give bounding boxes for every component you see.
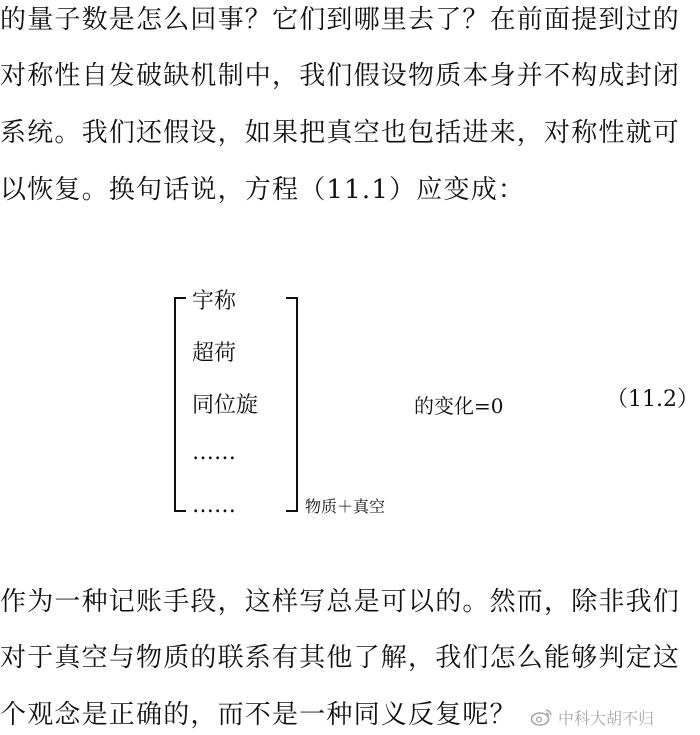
paragraph-line: 系统。我们还假设，如果把真空也包括进来，对称性就可 — [0, 118, 681, 148]
paragraph-line: 的量子数是怎么回事？它们到哪里去了？在前面提到过的 — [0, 5, 681, 35]
equation-item-isospin: 同位旋 — [192, 393, 259, 418]
watermark — [530, 704, 654, 730]
equation-item-ellipsis: …… — [192, 493, 236, 518]
watermark-text: 中科大胡不归 — [558, 708, 655, 728]
weibo-icon — [530, 707, 554, 727]
right-bracket — [286, 297, 298, 512]
paragraph-line: 作为一种记账手段，这样写总是可以的。然而，除非我们 — [0, 587, 681, 617]
equation-item-parity: 宇称 — [192, 289, 237, 314]
equation-number: （11.2） — [606, 387, 699, 412]
equation-label: 的变化=0 — [414, 394, 504, 418]
paragraph-line: 以恢复。换句话说，方程（11.1）应变成： — [0, 175, 526, 205]
equation-subscript: 物质＋真空 — [305, 497, 386, 516]
paragraph-line: 对于真空与物质的联系有其他了解，我们怎么能够判定这 — [0, 643, 681, 673]
paragraph-line: 个观念是正确的，而不是一种同义反复呢？ — [0, 700, 517, 730]
equation-item-ellipsis: …… — [192, 440, 236, 465]
equation-item-hypercharge: 超荷 — [192, 341, 237, 366]
paragraph-line: 对称性自发破缺机制中，我们假设物质本身并不构成封闭 — [0, 61, 681, 91]
left-bracket — [174, 297, 186, 512]
